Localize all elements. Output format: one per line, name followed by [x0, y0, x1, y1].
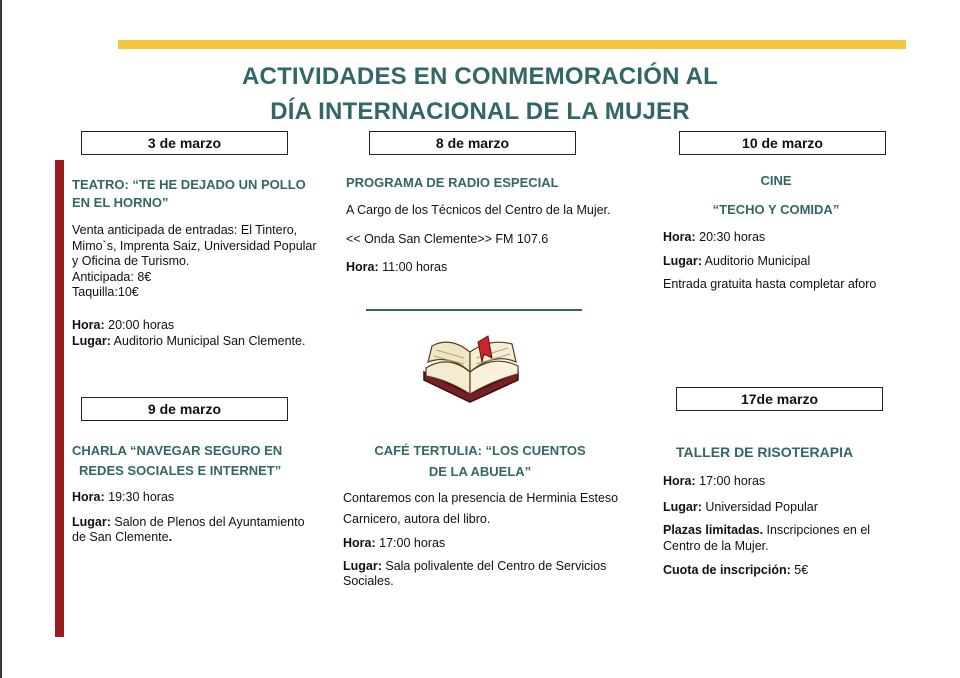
event-details-teatro [72, 318, 332, 349]
event-heading-cafe [340, 442, 620, 481]
desc-line: Venta anticipada de entradas: El Tintero, [72, 223, 298, 237]
event-heading-line: EN EL HORNO” [72, 195, 169, 210]
event-heading-line: TEATRO: “TE HE DEJADO UN POLLO [72, 177, 306, 192]
cuota-label: Cuota de inscripción: [663, 563, 791, 577]
lugar-value-2: Sociales. [343, 574, 394, 588]
entrada-note: Entrada gratuita hasta completar aforo [663, 277, 877, 291]
hora-value: 17:00 horas [695, 474, 766, 488]
event-heading-line: REDES SOCIALES E INTERNET” [79, 463, 282, 478]
lugar-value: de San Clemente [72, 530, 169, 544]
plazas-line [663, 523, 903, 539]
lugar-value: Sala polivalente del Centro de Servicios [381, 558, 607, 573]
event-details-cine [663, 230, 923, 293]
hora-line [343, 536, 625, 552]
event-heading-cine-title: “TECHO Y COMIDA” [712, 202, 840, 217]
desc-line: << Onda San Clemente>> FM 107.6 [346, 231, 549, 246]
page-title-line-1: ACTIVIDADES EN CONMEMORACIÓN AL [242, 63, 718, 90]
section-divider [366, 309, 582, 311]
hora-label: Hora: [346, 260, 379, 274]
hora-value: 20:00 horas [104, 318, 175, 332]
lugar-value: Salon de Plenos del Ayuntamiento [110, 514, 305, 529]
price-anticipada: Anticipada: 8€ [72, 269, 152, 284]
event-heading-line: DE LA ABUELA” [428, 464, 532, 479]
lugar-line-2 [72, 530, 332, 546]
date-box-10-marzo: 10 de marzo [679, 131, 886, 155]
hora-line [663, 474, 903, 490]
desc-line: Contaremos con la presencia de Herminia Esteso [343, 491, 619, 505]
lugar-label: Lugar: [72, 333, 111, 348]
date-box-8-marzo: 8 de marzo [369, 131, 576, 155]
cuota-value: 5€ [790, 563, 809, 577]
event-heading-line: CAFÉ TERTULIA: “LOS CUENTOS [374, 443, 586, 458]
lugar-line [343, 559, 625, 575]
open-book-icon [418, 332, 526, 404]
hora-value: 20:30 horas [695, 230, 766, 244]
date-box-9-marzo: 9 de marzo [81, 397, 288, 421]
event-heading-taller: TALLER DE RISOTERAPIA [676, 444, 854, 460]
desc-line: Carnicero, autora del libro. [343, 511, 491, 526]
lugar-label: Lugar: [663, 253, 702, 268]
plazas-label: Plazas limitadas. [663, 523, 764, 537]
lugar-line [663, 254, 923, 270]
plazas-value: Inscripciones en el [763, 523, 871, 537]
lugar-line [72, 334, 332, 350]
hora-line [72, 490, 332, 506]
top-accent-bar [118, 40, 906, 49]
hora-value: 11:00 horas [378, 260, 448, 274]
page-title-line-2: DÍA INTERNACIONAL DE LA MUJER [270, 98, 690, 125]
event-heading-cine: CINE [760, 173, 792, 188]
desc-line: y Oficina de Turismo. [72, 254, 190, 268]
date-box-3-marzo: 3 de marzo [81, 131, 288, 155]
hora-value: 19:30 horas [104, 490, 175, 504]
event-heading-radio: PROGRAMA DE RADIO ESPECIAL [346, 175, 559, 190]
hora-label: Hora: [72, 490, 105, 504]
event-heading-line: CHARLA “NAVEGAR SEGURO EN [72, 443, 283, 458]
event-desc-cafe [343, 491, 625, 590]
hora-label: Hora: [663, 474, 696, 488]
lugar-period: . [168, 530, 173, 544]
side-accent-bar [55, 160, 64, 637]
event-details-charla [72, 490, 332, 546]
event-desc-radio [346, 203, 636, 276]
desc-line: Mimo`s, Imprenta Saiz, Universidad Popular [72, 238, 317, 253]
event-desc-teatro [72, 223, 322, 301]
lugar-label: Lugar: [343, 558, 382, 573]
hora-line [72, 318, 332, 334]
page-left-border [0, 0, 2, 678]
date-box-17-marzo: 17de marzo [676, 387, 883, 411]
hora-line [346, 260, 636, 276]
event-details-taller [663, 474, 903, 579]
lugar-value: Auditorio Municipal San Clemente. [110, 333, 306, 348]
desc-line: A Cargo de los Técnicos del Centro de la Mujer. [346, 203, 611, 217]
lugar-line [72, 515, 332, 531]
hora-line [663, 230, 923, 246]
event-heading-teatro [72, 176, 332, 212]
lugar-label: Lugar: [72, 514, 111, 529]
cuota-line [663, 563, 903, 579]
lugar-value: Auditorio Municipal [701, 253, 811, 268]
hora-value: 17:00 horas [375, 536, 446, 550]
lugar-line [663, 500, 903, 516]
event-heading-charla [72, 442, 332, 480]
hora-label: Hora: [343, 536, 376, 550]
hora-label: Hora: [72, 318, 105, 332]
lugar-label: Lugar: [663, 499, 702, 514]
plazas-value-2: Centro de la Mujer. [663, 538, 769, 553]
hora-label: Hora: [663, 230, 696, 244]
price-taquilla: Taquilla:10€ [72, 285, 139, 299]
lugar-value: Universidad Popular [701, 499, 818, 514]
